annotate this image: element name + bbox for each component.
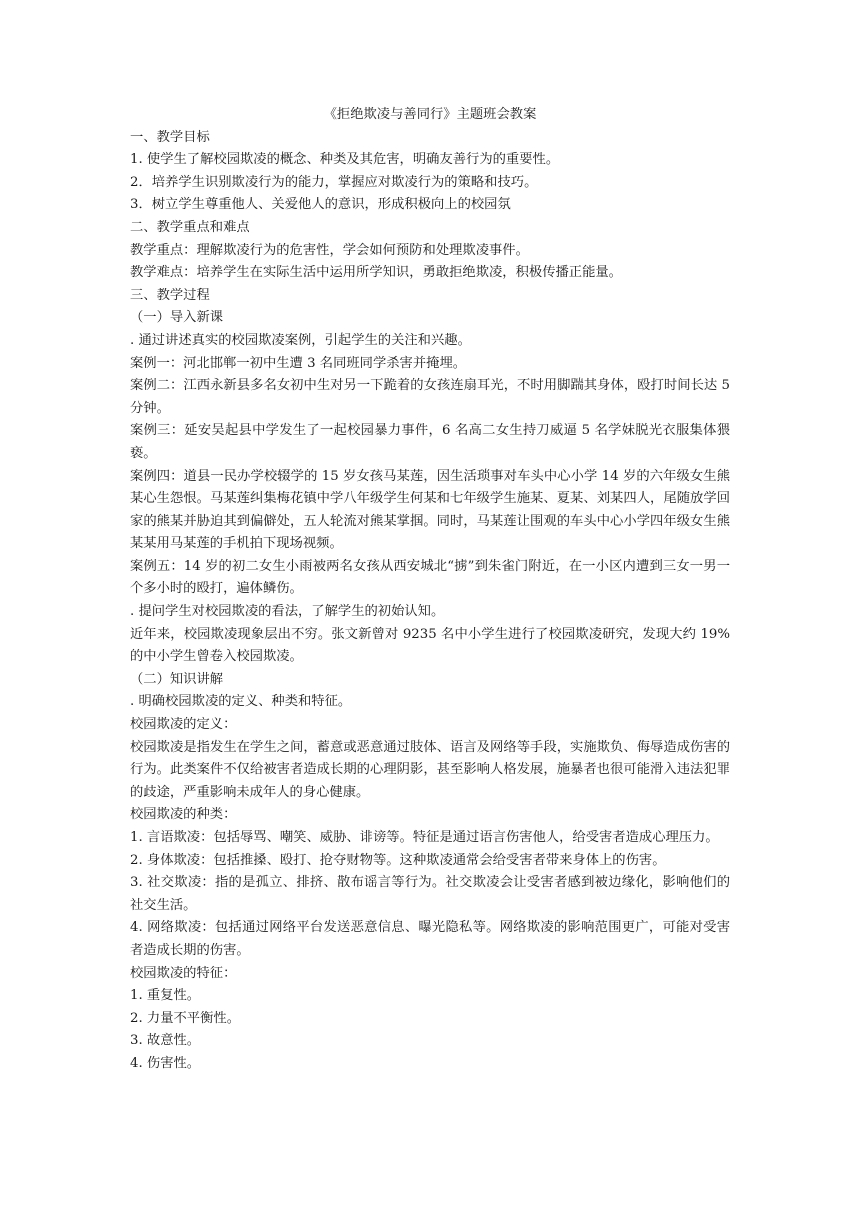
case-paragraph: 案例二：江西永新县多名女初中生对另一下跪着的女孩连扇耳光，不时用脚踹其身体，殴打时间长达 5 分钟。	[130, 378, 730, 416]
feature-item: 2. 力量不平衡性。	[130, 1010, 240, 1026]
paragraph: . 提问学生对校园欺凌的看法，了解学生的初始认知。	[130, 604, 445, 620]
type-item: 2. 身体欺凌：包括推搡、殴打、抢夺财物等。这种欺凌通常会给受害者带来身体上的伤害。	[130, 852, 666, 868]
objective-item: 2．培养学生识别欺凌行为的能力，掌握应对欺凌行为的策略和技巧。	[130, 174, 538, 190]
section-heading-key-points: 二、教学重点和难点	[130, 219, 250, 235]
types-heading: 校园欺凌的种类：	[130, 807, 237, 823]
case-paragraph: 案例四：道县一民办学校辍学的 15 岁女孩马某莲，因生活琐事对车头中心小学 14 岁的六年级女生熊某心生怨恨。马某莲纠集梅花镇中学八年级学生何某和七年级学生施某、夏某、刘某四人，尾随放学回家的熊某并胁迫其到偏僻处，五人轮流对熊某掌掴。同时，马某莲让围观的车头中心小学四年级女生熊某某用马某莲的手机拍下现场视频。	[130, 468, 730, 552]
type-item: 3. 社交欺凌：指的是孤立、排挤、散布谣言等行为。社交欺凌会让受害者感到被边缘化，影响他们的社交生活。	[130, 875, 730, 913]
case-paragraph: 案例一：河北邯郸一初中生遭 3 名同班同学杀害并掩埋。	[130, 355, 467, 371]
section-heading-objectives: 一、教学目标	[130, 129, 210, 145]
feature-item: 3. 故意性。	[130, 1033, 201, 1049]
subsection-heading-intro: （一）导入新课	[130, 310, 224, 326]
paragraph: 近年来，校园欺凌现象层出不穷。张文新曾对 9235 名中小学生进行了校园欺凌研究，发现大约 19%的中小学生曾卷入校园欺凌。	[130, 626, 730, 665]
type-item: 4. 网络欺凌：包括通过网络平台发送恶意信息、曝光隐私等。网络欺凌的影响范围更广，可能对受害者造成长期的伤害。	[130, 920, 730, 958]
document-page	[130, 104, 730, 1076]
feature-item: 4. 伤害性。	[130, 1055, 201, 1071]
definition-paragraph: 校园欺凌是指发生在学生之间，蓄意或恶意通过肢体、语言及网络等手段，实施欺负、侮辱造成伤害的行为。此类案件不仅给被害者造成长期的心理阴影，甚至影响人格发展，施暴者也很可能滑入违法犯罪的歧途，严重影响未成年人的身心健康。	[130, 739, 730, 800]
definition-heading: 校园欺凌的定义：	[130, 717, 237, 733]
paragraph: . 明确校园欺凌的定义、种类和特征。	[130, 694, 352, 710]
key-point-paragraph: 教学重点：理解欺凌行为的危害性，学会如何预防和处理欺凌事件。	[130, 242, 529, 258]
feature-item: 1. 重复性。	[130, 988, 201, 1004]
objective-item: 3．树立学生尊重他人、关爱他人的意识，形成积极向上的校园氛	[130, 197, 511, 213]
objective-item: 1. 使学生了解校园欺凌的概念、种类及其危害，明确友善行为的重要性。	[130, 152, 560, 168]
type-item: 1. 言语欺凌：包括辱骂、嘲笑、威胁、诽谤等。特征是通过语言伤害他人，给受害者造成心理压力。	[130, 830, 719, 845]
document-title: 《拒绝欺凌与善同行》主题班会教案	[323, 107, 537, 122]
section-heading-process: 三、教学过程	[130, 287, 210, 303]
case-paragraph: 案例五：14 岁的初二女生小雨被两名女孩从西安城北“掳”到朱雀门附近，在一小区内遭到三女一男一个多小时的殴打，遍体鳞伤。	[130, 558, 730, 597]
case-paragraph: 案例三：延安吴起县中学发生了一起校园暴力事件，6 名高二女生持刀威逼 5 名学妹脱光衣服集体猥亵。	[130, 423, 730, 461]
paragraph: . 通过讲述真实的校园欺凌案例，引起学生的关注和兴趣。	[130, 332, 471, 348]
subsection-heading-knowledge: （二）知识讲解	[130, 671, 224, 687]
difficulty-paragraph: 教学难点：培养学生在实际生活中运用所学知识，勇敢拒绝欺凌，积极传播正能量。	[130, 265, 622, 281]
features-heading: 校园欺凌的特征：	[130, 965, 237, 981]
